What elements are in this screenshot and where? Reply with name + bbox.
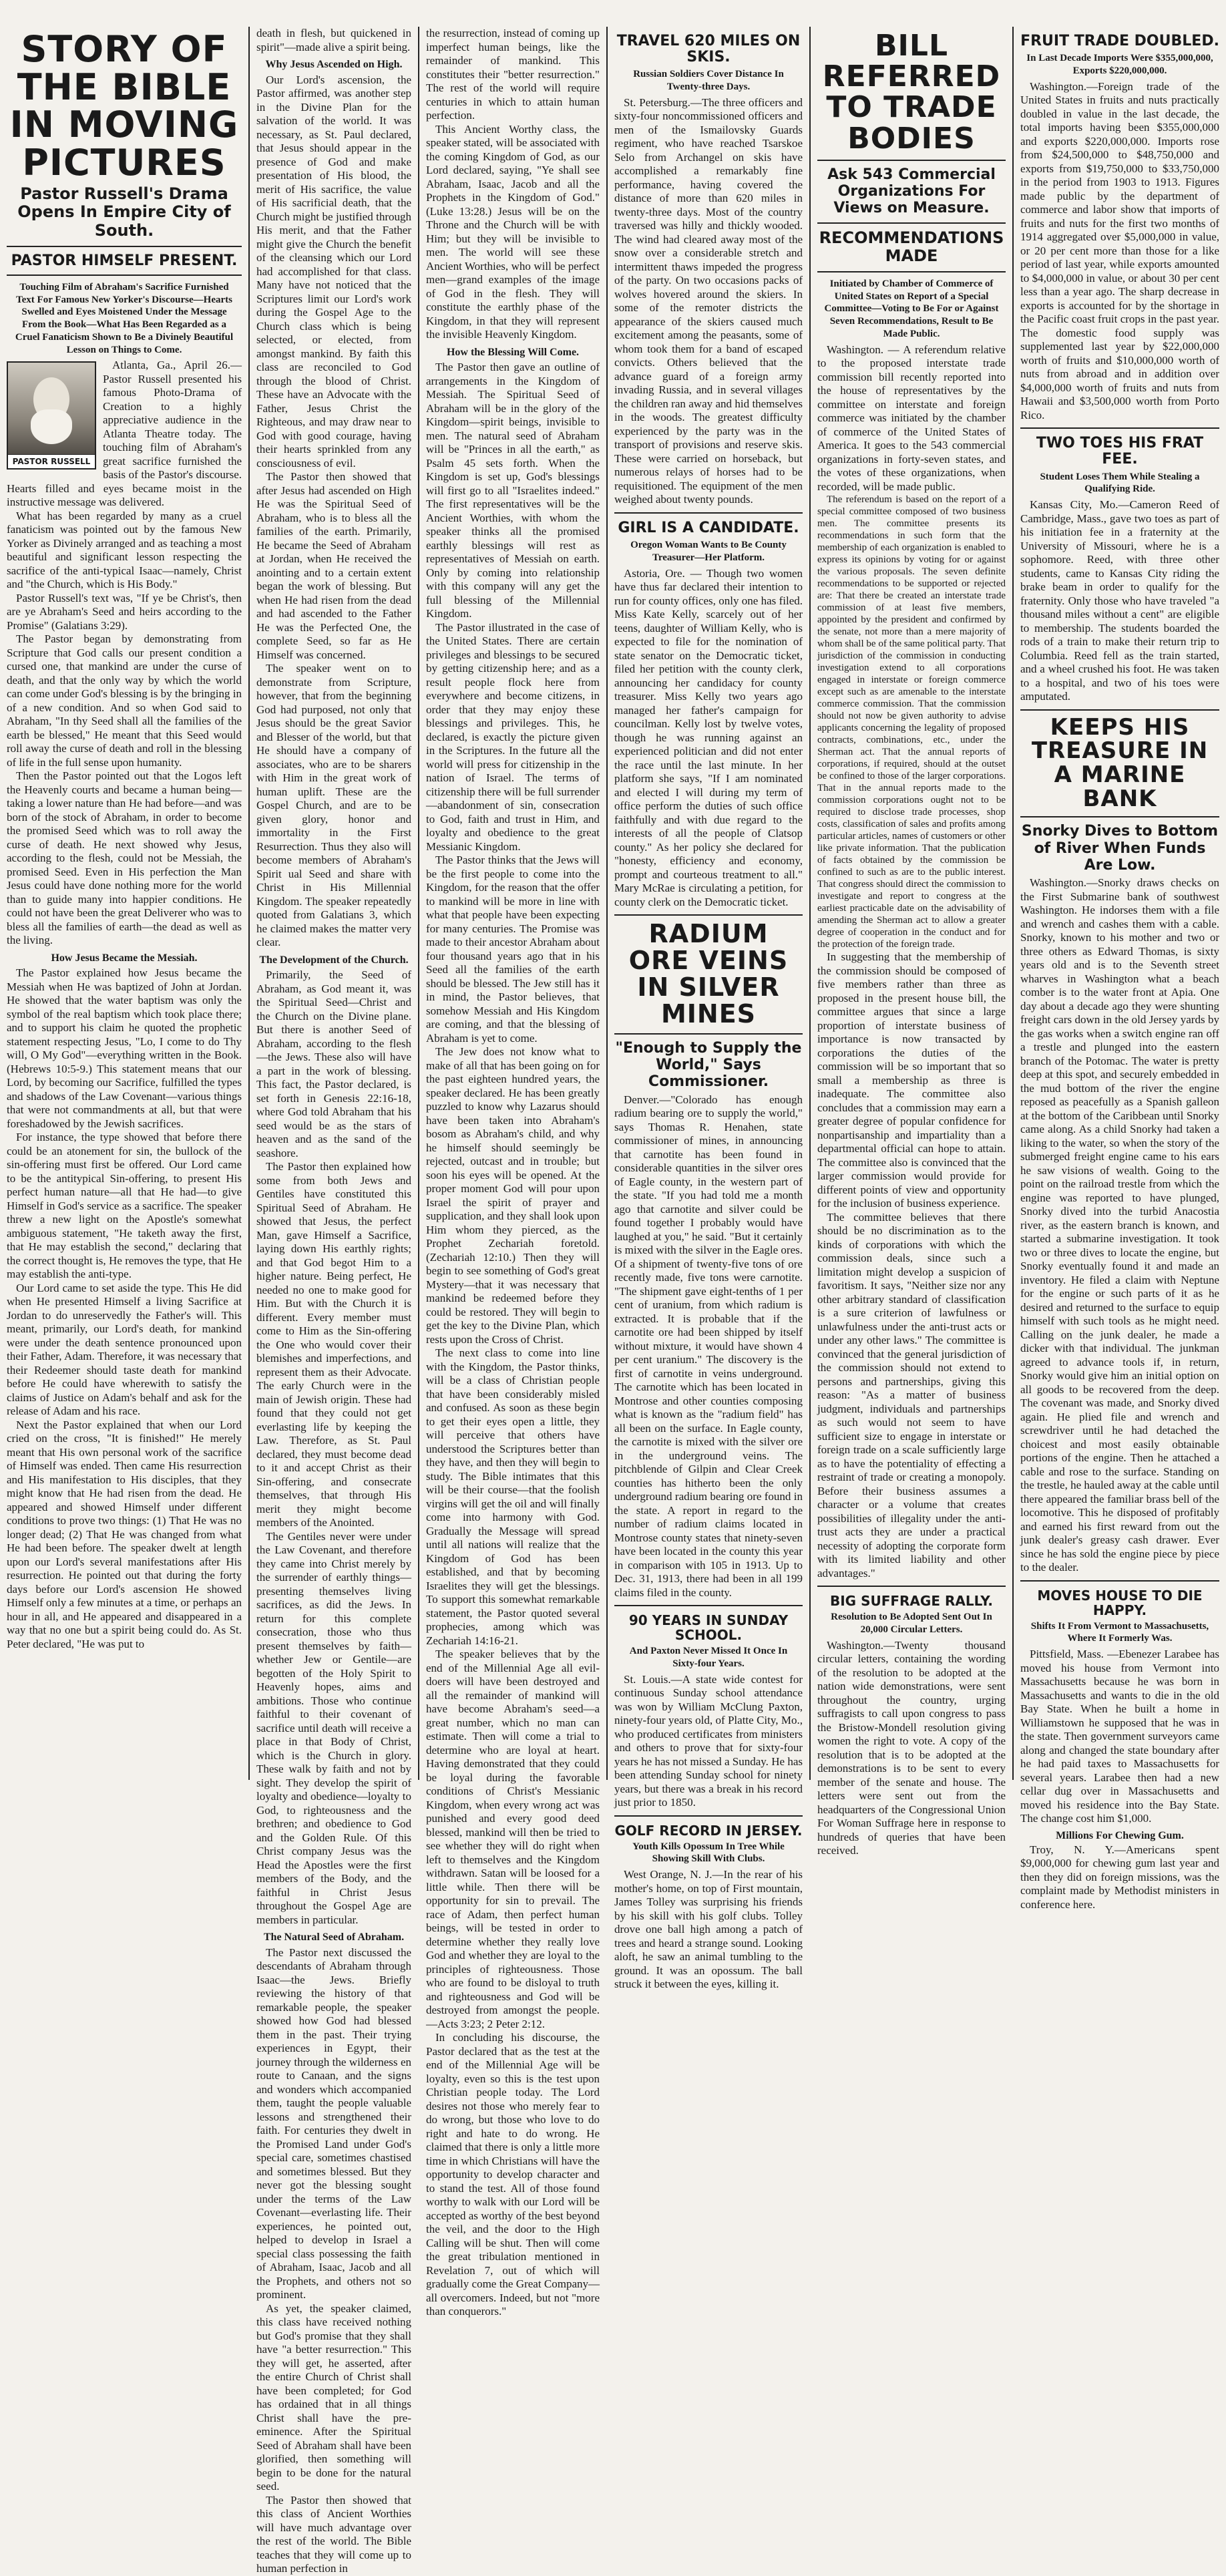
column-1 xyxy=(0,27,248,1780)
paragraph: This Ancient Worthy class, the speaker stated, will be associated with the coming Kingdom of God, as our Lord declared, saying, "Ye shall see Abraham, Isaac, Jacob and all the Prophets in the Kingdom of God." (Luke 13:28.) Jesus will be on the Throne and the Church will be with Him; but they will be invisible to men. The world will see these Ancient Worthies, who will be perfect men—grand examples of the image of God in the flesh. They will constitute the earthly phase of the Kingdom, in that they will represent the invisible Heavenly Kingdom. xyxy=(426,122,600,341)
article-body-chewing-gum xyxy=(1020,1843,1219,1912)
paragraph: As yet, the speaker claimed, this class have received nothing but God's promise that they shall have "a better resurrection." This they will get, he asserted, after the entire Church of Christ shall have been completed; for God has ordained that in all things Christ shall have the pre-eminence. After the Spiritual Seed of Abraham shall have been glorified, then something will begin to be done for the natural seed. xyxy=(256,2302,411,2493)
deck-moves-house: Shifts It From Vermont to Massachusetts, Where It Formerly Was. xyxy=(1030,1620,1209,1644)
subhead-pastor-present: PASTOR HIMSELF PRESENT. xyxy=(11,252,238,269)
paragraph: What has been regarded by many as a cruel fanaticism was pointed out by the famous New Yorker as Divinely arranged and as teaching a most beautiful and significant lesson respecting the sacrifice of the anti-typical Isaac—namely, Christ and "the Church, which is His Body." xyxy=(7,509,242,591)
subhead-commercial-organizations: Ask 543 Commercial Organizations For Views on Measure. xyxy=(827,166,996,217)
pastor-portrait xyxy=(7,361,96,470)
paragraph: The Pastor thinks that the Jews will be the first people to come into the Kingdom, for the reason that the offer to mankind will be more in line with what that people have been expecting for many centuries. The Promise was made to their ancestor Abraham about four thousand years ago that in his Seed all the families of the earth should be blessed. The Jew still has it in mind, the Pastor believes, that somehow Messiah and His Kingdom are coming, and that the blessing of Abraham is yet to come. xyxy=(426,854,600,1045)
headline-girl-candidate: GIRL IS A CANDIDATE. xyxy=(618,519,799,536)
article-body-golf xyxy=(614,1868,803,1992)
paragraph: The committee believes that there should be no discrimination as to the kinds of corporations with which the commission deals, since such a limitation might develop a suspicion of favoritism. It says, "Neither size nor any other arbitrary standard of classification is a sure criterion of lawfulness or unlawfulness under the anti-trust acts or under any other laws." The committee is convinced that the general jurisdiction of the commission should not extend to persons and partnerships, giving this reason: "As a matter of business judgment, individuals and partnerships as such would not seem to have sufficient size to engage in interstate or foreign trade on a scale sufficiently large as to have the potentiality of effecting a restraint of trade or creating a monopoly. Before their business assumes a character or a volume that creates possibilities of illegality under the anti-trust acts they are under a practical necessity of adopting the corporate form with its limited liability and other advantages." xyxy=(817,1210,1006,1580)
column-4 xyxy=(608,27,809,1991)
subhead-drama-opens: Pastor Russell's Drama Opens In Empire City of South. xyxy=(17,184,231,240)
paragraph: Denver.—"Colorado has enough radium bearing ore to supply the world," says Thomas R. Henahen, state commissioner of mines, in announcing that carnotite has been found in considerable quantities in the silver ores of Eagle county, in the western part of the state. "If you had told me a month ago that carnotite and silver could be found together I probably would have laughed at you," he said. "But it certainly is mixed with the silver in the Eagle ores. Of a shipment of twenty-five tons of ore recently made, five tons were carnotite. "The shipment gave eight-tenths of 1 per cent of uranium, from which radium is extracted. It is probable that if the carnotite ore had been shipped by itself without mixture, it would have shown 4 per cent uranium." The discovery is the first of carnotite in veins underground. The carnotite which has been located in Montrose and other counties composing what is known as the "radium field" has all been on the surface. In Eagle county, the carnotite is mixed with the silver ore in the underground veins. The pitchblende of Gilpin and Clear Creek counties has hitherto been the only underground radium bearing ore found in the state. A report in regard to the number of radium claims located in Montrose county states that ninety-seven have been located in the county this year in comparison with 105 in 1913. Up to Dec. 31, 1913, there had been in all 199 claims filed in the county. xyxy=(614,1093,803,1599)
paragraph: Next the Pastor explained that when our Lord cried on the cross, "It is finished!" He merely meant that His own personal work of the sacrifice of Himself was ended. Then came His resurrection and His manifestation to His disciples, that they might know that He had risen from the dead. He appeared and showed Himself under different conditions to prove two things: (1) That He was no longer dead; (2) That He was changed from what He had been before. The speaker dwelt at length upon our Lord's several manifestations after His resurrection. He pointed out that during the forty days before our Lord's ascension He showed Himself only a few minutes at a time, or perhaps an hour in all, and He appeared and disappeared in a way that no one but a spirit being could do. As St. Peter declared, "He was put to xyxy=(7,1418,242,1650)
deck-girl-candidate: Oregon Woman Wants to Be County Treasurer—Her Platform. xyxy=(630,540,787,563)
article-body-radium xyxy=(614,1093,803,1600)
headline-chewing-gum: Millions For Chewing Gum. xyxy=(1056,1829,1184,1841)
deck-fruit-trade: In Last Decade Imports Were $355,000,000, Exports $220,000,000. xyxy=(1026,53,1213,76)
article-body-trade-bodies xyxy=(817,343,1006,1581)
headline-fruit-trade: FRUIT TRADE DOUBLED. xyxy=(1020,33,1219,49)
crosshead: The Natural Seed of Abraham. xyxy=(263,1931,405,1943)
paragraph: The Pastor began by demonstrating from Scripture that God calls our present condition a cursed one, that mankind are under the curse of death, and that the only way by which the world can come under God's blessing is by the bringing in of a new condition. And so when God said to Abraham, "In thy Seed shall all the families of the earth be blessed," He meant that this Seed would roll away the curse of death and roll in the blessing of life in the full sense upon humanity. xyxy=(7,632,242,769)
headline-bible-pictures: STORY OF THE BIBLE IN MOVING PICTURES xyxy=(9,28,239,184)
deck-two-toes: Student Loses Them While Stealing a Qualifying Ride. xyxy=(1040,471,1200,495)
paragraph: Troy, N. Y.—Americans spent $9,000,000 for chewing gum last year and then they did on foreign missions, was the complaint made by Methodist ministers in conference here. xyxy=(1020,1843,1219,1911)
article-body-two-toes xyxy=(1020,498,1219,704)
paragraph: The Pastor next discussed the descendants of Abraham through Isaac—the Jews. Briefly reviewing the history of that remarkable people, the speaker showed how God had blessed them in the past. Their trying experiences in Egypt, their journey through the wilderness en route to Canaan, and the signs and wonders which accompanied them, taught the people valuable lessons and strengthened their faith. For centuries they dwelt in the Promised Land under God's special care, sometimes chastised and sometimes blessed. But they never got the blessing sought under the terms of the Law Covenant—everlasting life. Their experiences, he pointed out, helped to develop in Israel a special class possessing the faith of Abraham, Isaac, Jacob and all the Prophets, and others not so prominent. xyxy=(256,1946,411,2301)
paragraph: The Jew does not know what to make of all that has been going on for the past eighteen hundred years, the speaker declared. He has been greatly puzzled to know why Lazarus should have been taken into Abraham's bosom as Abraham's child, and why he himself should seemingly be rejected, outcast and in trouble; but soon his eyes will be opened. At the proper moment God will pour upon Israel the spirit of prayer and supplication, and they shall look upon Him whom they pierced, as the Prophet Zechariah foretold. (Zechariah 12:10.) Then they will begin to see something of God's great Mystery—that it was necessary that mankind be redeemed before they could be restored. They will begin to get the key to the Divine Plan, which rests upon the Cross of Christ. xyxy=(426,1045,600,1346)
paragraph: The next class to come into line with the Kingdom, the Pastor thinks, will be a class of Christian people that have been considerably misled and confused. As soon as these begin to get their eyes open a little, they will perceive that others have understood the Scriptures better than they have, and then they will begin to study. The Bible intimates that this will be their course—that the foolish virgins will get the oil and will finally come into harmony with God. Gradually the Message will spread until all nations will realize that the Kingdom of God has been established, and that by becoming Israelites they will get the blessings. To support this somewhat remarkable statement, the Pastor quoted several prophecies, among which was Zechariah 14:16-21. xyxy=(426,1346,600,1647)
article-body-continued xyxy=(256,27,411,2576)
paragraph: In suggesting that the membership of the commission should be composed of five members rather than three as proposed in the present house bill, the committee argues that since a large proportion of interstate business of importance is now transacted by corporations the duties of the commission will be so important that so small a membership as three is inadequate. The committee also concludes that a commission may earn a greater degree of popular confidence for nonpartisanship and impartiality than a departmental official can hope to attain. The committee also is convinced that the larger commission would provide for different points of view and opportunity for the inclusion of business experience. xyxy=(817,950,1006,1210)
column-6 xyxy=(1014,27,1226,1911)
paragraph: Then the Pastor pointed out that the Logos left the Heavenly courts and became a human being—taking a lower nature than He had before—and was born of the stock of Abraham, in order to become the promised Seed which was to roll away the curse of death. He next showed why Jesus, according to the flesh, could not be Messiah, the promised Seed. Even in His perfection the Man Jesus could have done nothing more for the world than to guide many into happier conditions. He could not have been the great Deliverer who was to bless all the families of earth—the dead as well as the living. xyxy=(7,769,242,947)
paragraph: the resurrection, instead of coming up imperfect human beings, like the remainder of mankind. This constitutes their "better resurrection." The rest of the world will require centuries in which to attain human perfection. xyxy=(426,27,600,122)
paragraph: Washington.—Foreign trade of the United States in fruits and nuts practically doubled in value in the last decade, the total imports having been $355,000,000 and exports $220,000,000. Imports rose from $24,500,000 to $48,750,000 and exports from $19,750,000 to $33,750,000 in the period from 1903 to 1913. Figures made public by the department of commerce and labor show that imports of fruits and nuts for the first two months of 1914 aggregated over $5,000,000 in value, or 20 per cent more than those for a like period of last year, while exports amounted to $4,000,000 in value, or about 30 per cent less than a year ago. The sharp decrease in exports is accounted for by the shortage in the Pacific coast fruit crops in the past year. The domestic food supply was supplemented last year by $22,000,000 worth of fruits and $10,000,000 worth of nuts from abroad and in addition over $4,000,000 worth of fruits and nuts from Hawaii and $3,500,000 worth from Porto Rico. xyxy=(1020,79,1219,421)
article-body-skis xyxy=(614,96,803,507)
paragraph: The speaker went on to demonstrate from Scripture, however, that from the beginning God had purposed, not only that Jesus should be the great Savior and Blesser of the world, but that He should have a company of associates, who are to be sharers with Him in the great work of human uplift. These are the Gospel Church, and are to be given glory, honor and immortality in the First Resurrection. Thus they also will become members of Abraham's Spirit ual Seed and share with Christ in His Millennial Kingdom. The speaker repeatedly quoted from Galatians 3, which he claimed makes the matter very clear. xyxy=(256,662,411,948)
article-body-continued xyxy=(426,27,600,2319)
paragraph: Primarily, the Seed of Abraham, as God meant it, was the Spiritual Seed—Christ and the Church on the Divine plane. But there is another Seed of Abraham, according to the flesh—the Jews. These also will have a part in the work of blessing. This fact, the Pastor declared, is set forth in Genesis 22:16-18, where God told Abraham that his seed would be as the stars of heaven and as the sand of the seashore. xyxy=(256,968,411,1159)
deck-sunday-school: And Paxton Never Missed It Once In Sixty-four Years. xyxy=(629,1646,788,1669)
article-body-suffrage xyxy=(817,1639,1006,1858)
paragraph: The Pastor explained how Jesus became the Messiah when He was baptized of John at Jordan. He showed that the water baptism was only the symbol of the real baptism which took place there; and to support his claim he quoted the prophetic statement respecting Jesus, "Lo, I come to do Thy will, O My God"—everything written in the Book. (Hebrews 10:5-9.) This statement means that our Lord, by becoming our Sacrifice, fulfilled the types and shadows of the Law Covenant—various things that were not commandments at all, but that were foreshadowed by the Jewish sacrifices. xyxy=(7,966,242,1130)
headline-two-toes: TWO TOES HIS FRAT FEE. xyxy=(1036,435,1204,468)
headline-marine-bank: KEEPS HIS TREASURE IN A MARINE BANK xyxy=(1031,713,1209,812)
article-body-sunday-school xyxy=(614,1673,803,1810)
deck-suffrage: Resolution to Be Adopted Sent Out In 20,000 Circular Letters. xyxy=(831,1612,992,1635)
headline-moves-house: MOVES HOUSE TO DIE HAPPY. xyxy=(1037,1587,1203,1618)
headline-trade-bodies: BILL REFERRED TO TRADE BODIES xyxy=(822,29,1001,156)
paragraph: The Pastor then showed that this class of Ancient Worthies will have much advantage over the rest of the world. The Bible teaches that they will come up to human perfection in xyxy=(256,2493,411,2575)
portrait-caption: PASTOR RUSSELL xyxy=(8,454,95,468)
paragraph: Astoria, Ore. — Though two women have thus far declared their intention to run for county offices, only one has filed. Miss Kate Kelly, scarcely out of her teens, daughter of William Kelly, who is expected to file for the nomination of state senator on the Democratic ticket, filed her petition with the county clerk, announcing her candidacy for county treasurer. Miss Kelly two years ago managed her father's campaign for councilman. Kelly lost by twelve votes, though he was running against an experienced politician and did not enter the race until the last minute. In her platform she says, "If I am nominated and elected I will during my term of office perform the duties of such office faithfully and with due regard to the interests of all the people of Clatsop county." As her policy she declared for "honesty, efficiency and economy, prompt and courteous treatment to all." Mary McRae is circulating a petition, for county clerk on the Democratic ticket. xyxy=(614,566,803,908)
paragraph: The Pastor then gave an outline of arrangements in the Kingdom of Messiah. The Spiritual Seed of Abraham will be in the glory of the Kingdom—spirit beings, invisible to men. The natural seed of Abraham will be "Princes in all the earth," as Psalm 45 sets forth. When the Kingdom is set up, God's blessings will first go to all "Israelites indeed." The first representatives will be the Ancient Worthies, with whom the speaker thinks all the promised earthly blessings will rest as representatives of Messiah on earth. Only by coming into relationship with this company will any get the full blessing of the Millennial Kingdom. xyxy=(426,361,600,620)
headline-suffrage: BIG SUFFRAGE RALLY. xyxy=(830,1593,993,1610)
paragraph: death in flesh, but quickened in spirit"—made alive a spirit being. xyxy=(256,27,411,53)
deck-skis: Russian Soldiers Cover Distance In Twenty-three Days. xyxy=(633,69,784,93)
headline-sunday-school: 90 YEARS IN SUNDAY SCHOOL. xyxy=(628,1612,789,1644)
crosshead: How the Blessing Will Come. xyxy=(446,346,580,358)
article-body-fruit-trade xyxy=(1020,80,1219,423)
paragraph: Washington.—Twenty thousand circular letters, containing the wording of the resolution to be adopted at the nation wide demonstrations, were sent throughout the country, urging suffragists to call upon congress to pass the Bristow-Mondell resolution giving women the right to vote. A copy of the resolution that is to be adopted at the demonstrations is to be sent to every member of the senate and house. The letters were sent out from the headquarters of the Congressional Union For Woman Suffrage here in response to hundreds of queries that have been received. xyxy=(817,1638,1006,1857)
paragraph: Kansas City, Mo.—Cameron Reed of Cambridge, Mass., gave two toes as part of his initiation fee in a fraternity at the University of Missouri, where he is a sophomore. Reed, with three other students, came to Kansas City riding the brake beam in order to qualify for the fraternity. Only those who have traveled "a thousand miles without a cent" are eligible to membership. The students boarded the rods of a train to make their return trip to Columbia. Reed fell as the train started, and a wheel crushed his foot. He was taken to a hospital, and two of his toes were amputated. xyxy=(1020,498,1219,703)
paragraph: The Pastor then showed that after Jesus had ascended on High He was the Spiritual Seed of Abraham, who is to bless all the families of the earth. Primarily, He became the Seed of Abraham at Jordan, when He received the anointing and to a certain extent began the work of blessing. But when He had risen from the dead and had ascended to the Father He was the Perfected One, the complete Seed, so far as He Himself was concerned. xyxy=(256,470,411,661)
headline-radium: RADIUM ORE VEINS IN SILVER MINES xyxy=(628,919,789,1029)
column-2 xyxy=(250,27,418,2575)
paragraph: Pastor Russell's text was, "If ye be Christ's, then are ye Abraham's Seed and heirs according to the Promise" (Galatians 3:29). xyxy=(7,591,242,632)
paragraph: Washington. — A referendum relative to the proposed interstate trade commission bill recently reported into the house of representatives by the committee on interstate and foreign commerce was initiated by the chamber of commerce of the United States of America. It goes to the 543 commercial organizations in forty-seven states, and the votes of these organizations, when recorded, will be made public. xyxy=(817,343,1006,493)
deck-golf: Youth Kills Opossum In Tree While Showing Skill With Clubs. xyxy=(632,1841,785,1865)
article-body-moves-house xyxy=(1020,1648,1219,1826)
paragraph: The Pastor illustrated in the case of the United States. There are certain privileges and blessings to be secured by getting citizenship here; and as a result people flock here from everywhere and become citizens, in order that they may enjoy these blessings and privileges. This, he declared, is exactly the picture given in the Scriptures. In the future all the world will press for citizenship in the nation of Israel. The terms of citizenship there will be full surrender—abandonment of sin, consecration to God, faith and trust in Him, and loyalty and obedience to the great Messianic Kingdom. xyxy=(426,620,600,853)
paragraph: Pittsfield, Mass. —Ebenezer Larabee has moved his house from Vermont into Massachusetts because he was born in Massachusetts and wants to die in the old Bay State. When he built a home in Williamstown he supposed that he was in the state. Then government surveyors came along and changed the state boundary after he had paid taxes to Massachusetts for several years. Larabee then had a new cellar dug over in Massachusetts and moved his residence into the Bay State. The change cost him $1,000. xyxy=(1020,1648,1219,1825)
paragraph: West Orange, N. J.—In the rear of his mother's home, on top of First mountain, James Tolley was surprising his friends by his skill with his golf clubs. Tolley drove one ball high among a patch of trees and heard a strange sound. Looking aloft, he saw an animal tumbling to the ground. It was an opossum. The ball struck it between the eyes, killing it. xyxy=(614,1868,803,1991)
paragraph: Our Lord came to set aside the type. This He did when He presented Himself a living Sacrifice at Jordan to do unreservedly the Father's will. This meant, primarily, our Lord's death, for mankind were under the death sentence pronounced upon their Father, Adam. Therefore, it was necessary that their Redeemer should taste death for mankind before He could have wherewith to satisfy the claims of Justice on Adam's behalf and ask for the release of Adam and his race. xyxy=(7,1281,242,1418)
deck-abraham-sacrifice: Touching Film of Abraham's Sacrifice Furnished Text For Famous New Yorker's Discourse—Hearts Swelled and Eyes Moistened Under the Message From the Book—What Has Been Regarded as a Cruel Fanaticism Shown to Be a Divinely Beautiful Lesson on Things to Come. xyxy=(15,281,234,355)
paragraph: Atlanta, Ga., April 26.—Pastor Russell presented his famous Photo-Drama of Creation to a highly appreciative audience in the Atlanta Theatre today. The touching film of Abraham's great sacrifice furnished the basis of the Pastor's discourse. Hearts filled and eyes became moist in the instructive message was delivered. xyxy=(7,359,242,509)
paragraph: The Pastor then explained how some from both Jews and Gentiles have constituted this Spiritual Seed of Abraham. He showed that Jesus, the perfect Man, gave Himself a Sacrifice, laying down His earthly rights; and that God begot Him to a higher nature. Being perfect, He needed no one to make good for Him. But with the Church it is different. Every member must come to Him as the Sin-offering the One who would cover their blemishes and imperfections, and represent them as their Advocate. The early Church were in the main of Jewish origin. These had found that they could not get everlasting life by keeping the Law. Therefore, as St. Paul declared, they must become dead to it and accept Christ as their Sin-offering, and consecrate themselves, that through His merit they might become members of the Anointed. xyxy=(256,1160,411,1529)
paragraph: St. Louis.—A state wide contest for continuous Sunday school attendance was won by William McClung Paxton, ninety-four years old, of Platte City, Mo., who produced certificates from ministers and others to prove that for sixty-four years he has not missed a Sunday. He has been attending Sunday school for ninety years, but there was a break in his record just prior to 1850. xyxy=(614,1672,803,1809)
paragraph: The Gentiles never were under the Law Covenant, and therefore they came into Christ merely by the surrender of earthly things—presenting themselves living sacrifices, as did the Jews. In return for this complete consecration, those who thus present themselves by faith—whether Jew or Gentile—are begotten of the Holy Spirit to Heavenly hopes, aims and ambitions. Those who continue faithful to their covenant of sacrifice until death will receive a place in that Body of Christ, which is the Church in glory. These walk by faith and not by sight. They develop the spirit of loyalty and obedience—loyalty to God, to righteousness and the brethren; and obedience to God and the Golden Rule. Of this Christ company Jesus was the Head the Apostles were the first members of the Body, and the faithful in Christ Jesus throughout the Gospel Age are members in particular. xyxy=(256,1529,411,1926)
crosshead: The Development of the Church. xyxy=(259,954,409,966)
subhead-radium: "Enough to Supply the World," Says Commissioner. xyxy=(615,1039,802,1091)
article-body-bible xyxy=(7,359,242,1651)
column-3 xyxy=(419,27,606,2318)
paragraph: In concluding his discourse, the Pastor declared that as the test at the end of the Millennial Age will be loyalty, even so this is the test upon Christian people today. The Lord desires not those who merely fear to do wrong, but those who love to do right and hate to do wrong. He claimed that there is only a little more time in which Christians will have the opportunity to develop character and to stand the test. All of those found worthy to walk with our Lord will be accepted as worthy of the best beyond the veil, and the door to the High Calling will be shut. Then will come the great tribulation mentioned in Revelation 7, out of which will gradually come the Great Company—all overcomers. Indeed, but not "more than conquerors." xyxy=(426,2031,600,2318)
subhead-recommendations: RECOMMENDATIONS MADE xyxy=(819,228,1004,266)
paragraph: The speaker believes that by the end of the Millennial Age all evil-doers will have been destroyed and all the remainder of mankind will have become Abraham's seed—a great number, which no man can estimate. Then will come a trial to determine who are loyal at heart. Having demonstrated that they could be loyal during the favorable conditions of Christ's Messianic Kingdom, when every wrong act was punished and every good deed blessed, mankind will then be tried to see whether they will do right when left to themselves and the Kingdom withdrawn. Satan will be loosed for a little while. Then there will be opportunity for sin to prevail. The race of Adam, then perfect human beings, will be tested in order to determine whether they really love God and whether they are loyal to the principles of righteousness. Those who are found to be disloyal to truth and righteousness and God will be destroyed from amongst the people.—Acts 3:23; 2 Peter 2:12. xyxy=(426,1648,600,2030)
subhead-marine-bank: Snorky Dives to Bottom of River When Funds Are Low. xyxy=(1021,823,1219,874)
paragraph: St. Petersburg.—The three officers and sixty-four noncommissioned officers and men of the Ismailovsky Guards regiment, who have reached Tsarskoe Selo from Archangel on skis have accomplished a remarkably fine performance, having covered the distance of more than 620 miles in twenty-three days. Most of the country traversed was hilly and thickly wooded. The wind had cleared away most of the snow over a considerable stretch and intermittent thaws impeded the progress of the party. On two occasions packs of wolves hovered around the skiers. In some of the remoter districts the appearance of the skiers caused much excitement among the peasants, some of whom took them for a band of escaped convicts. Others believed that the advance guard of a foreign army invading Russia, and in several villages the children ran away and hid themselves in the woods. The greatest difficulty experienced by the party was in the transport of provisions and reserve skis. These were carried on horseback, but numerous relays of horses had to be requisitioned. The equipment of the men weighed about twenty pounds. xyxy=(614,96,803,506)
crosshead: How Jesus Became the Messiah. xyxy=(51,952,198,964)
article-body-marine-bank xyxy=(1020,876,1219,1575)
deck-trade-bodies: Initiated by Chamber of Commerce of United States on Report of a Special Committee—Voting to Be For or Against Seven Recommendations, Result to Be Made Public. xyxy=(824,278,999,339)
column-5 xyxy=(811,27,1012,1857)
paragraph: Our Lord's ascension, the Pastor affirmed, was another step in the Divine Plan for the salvation of the world. It was necessary, as St. Paul declared, that Jesus should appear in the presence of God and make presentation of His blood, the merit of His sacrifice, the value of His sacrificial death, that the Church might be justified through His merit, and that the Father might give the Church the benefit of the cleansing which our Lord had accomplished for that class. Many have not noticed that the Scriptures limit our Lord's work during the Gospel Age to the Church class which is being selected, or elected, from amongst mankind. By faith this class are reconciled to God through the blood of Christ. These have an Advocate with the Father, Jesus Christ the Righteous, and may draw near to God with good courage, having their hearts sprinkled from any consciousness of evil. xyxy=(256,73,411,470)
crosshead: Why Jesus Ascended on High. xyxy=(265,59,403,70)
headline-golf: GOLF RECORD IN JERSEY. xyxy=(614,1822,803,1839)
paragraph: Washington.—Snorky draws checks on the First Submarine bank of southwest Washington. He indorses them with a file and wrench and cashes them with a cable. Snorky, known to his mother and two or three others as Edward Thomas, is sixty years old and is to the Seventh street wharves in Washington what a beach comber is to the water front at Apia. One day about a decade ago they were shunting freight cars down in the old Jersey yards by the gas works when a switch engine ran off a trestle and plunged into the eastern branch of the Potomac. The water is pretty deep at this spot, and securely embedded in the mud bottom of the river the engine reposed as peacefully as a Spanish galleon at the bottom of the Caribbean until Snorky came along. As a child Snorky had taken a liking to the water, so when the story of the submerged freight engine came to his ears he saw visions of wealth. Going to the point on the railroad trestle from which the engine was reported to have plunged, Snorky dived into the turbid Anacostia river, as the eastern branch is known, and started a submarine investigation. It took two or three dives to locate the engine, but Snorky eventually found it and made an inventory. He filed a claim with Neptune for the engine or such parts of it as he desired and returned to the surface to equip himself with such tools as he might need. Calling on the junk dealer, he made a dicker with that individual. The junkman agreed to advance tools if, in return, Snorky would give him an initial option on all goods to be recovered from the deep. The covenant was made, and Snorky dived again. He plied file and wrench and screwdriver until he had detached the choicest and most easily obtainable portions of the engine. Then he attached a cable and rose to the surface. Standing on the trestle, he hauled away at the cable until there appeared the familiar brass bell of the locomotive. This he disposed of profitably and earned his first reward from out the junk dealer's greasy cash drawer. Ever since he has sold the engine piece by piece to the dealer. xyxy=(1020,876,1219,1574)
paragraph: The referendum is based on the report of a special committee composed of two business men. The committee presents its recommendations in such form that the membership of each organization is enabled to express its opinions by voting for or against the various proposals. The seven definite recommendations to be supported or rejected are: That there be created an interstate trade commission of at least five members, appointed by the president and confirmed by the senate, not more than a mere majority of whom shall be of the same political party. That jurisdiction of the commission in conducting investigation extend to all corporations engaged in interstate or foreign commerce except such as are amenable to the interstate commerce commission. That the commission should not now be given authority to advise applicants concerning the legality of proposed contracts, combinations, etc., under the Sherman act. That the annual reports of corporations, if required, should at the outset be confined to those of the larger corporations. That in the annual reports made to the commission corporations ought not to be required to disclose trade processes, shop costs, classification of sales and profits among particular articles, names of customers or other like private information. That the publication of facts obtained by the commission be confined to such as are to the public interest. That congress should direct the commission to investigate and report to congress at the earliest practicable date on the advisability of amending the Sherman act to allow a greater degree of cooperation in the conduct and for the protection of the foreign trade. xyxy=(817,494,1006,950)
paragraph: For instance, the type showed that before there could be an atonement for sin, the bullock of the sin-offering must first be offered. Our Lord came to be the antitypical Sin-offering, to present His perfect human nature—all that He had—to give Himself in God's service as a sacrifice. The speaker threw a new light on the Apostle's somewhat ambiguous statement, "He taketh away the first, that He may establish the second," declaring that the correct thought is, He removes the type, that He may establish the anti-type. xyxy=(7,1131,242,1281)
article-body-girl-candidate xyxy=(614,567,803,910)
headline-skis: TRAVEL 620 MILES ON SKIS. xyxy=(616,33,801,66)
